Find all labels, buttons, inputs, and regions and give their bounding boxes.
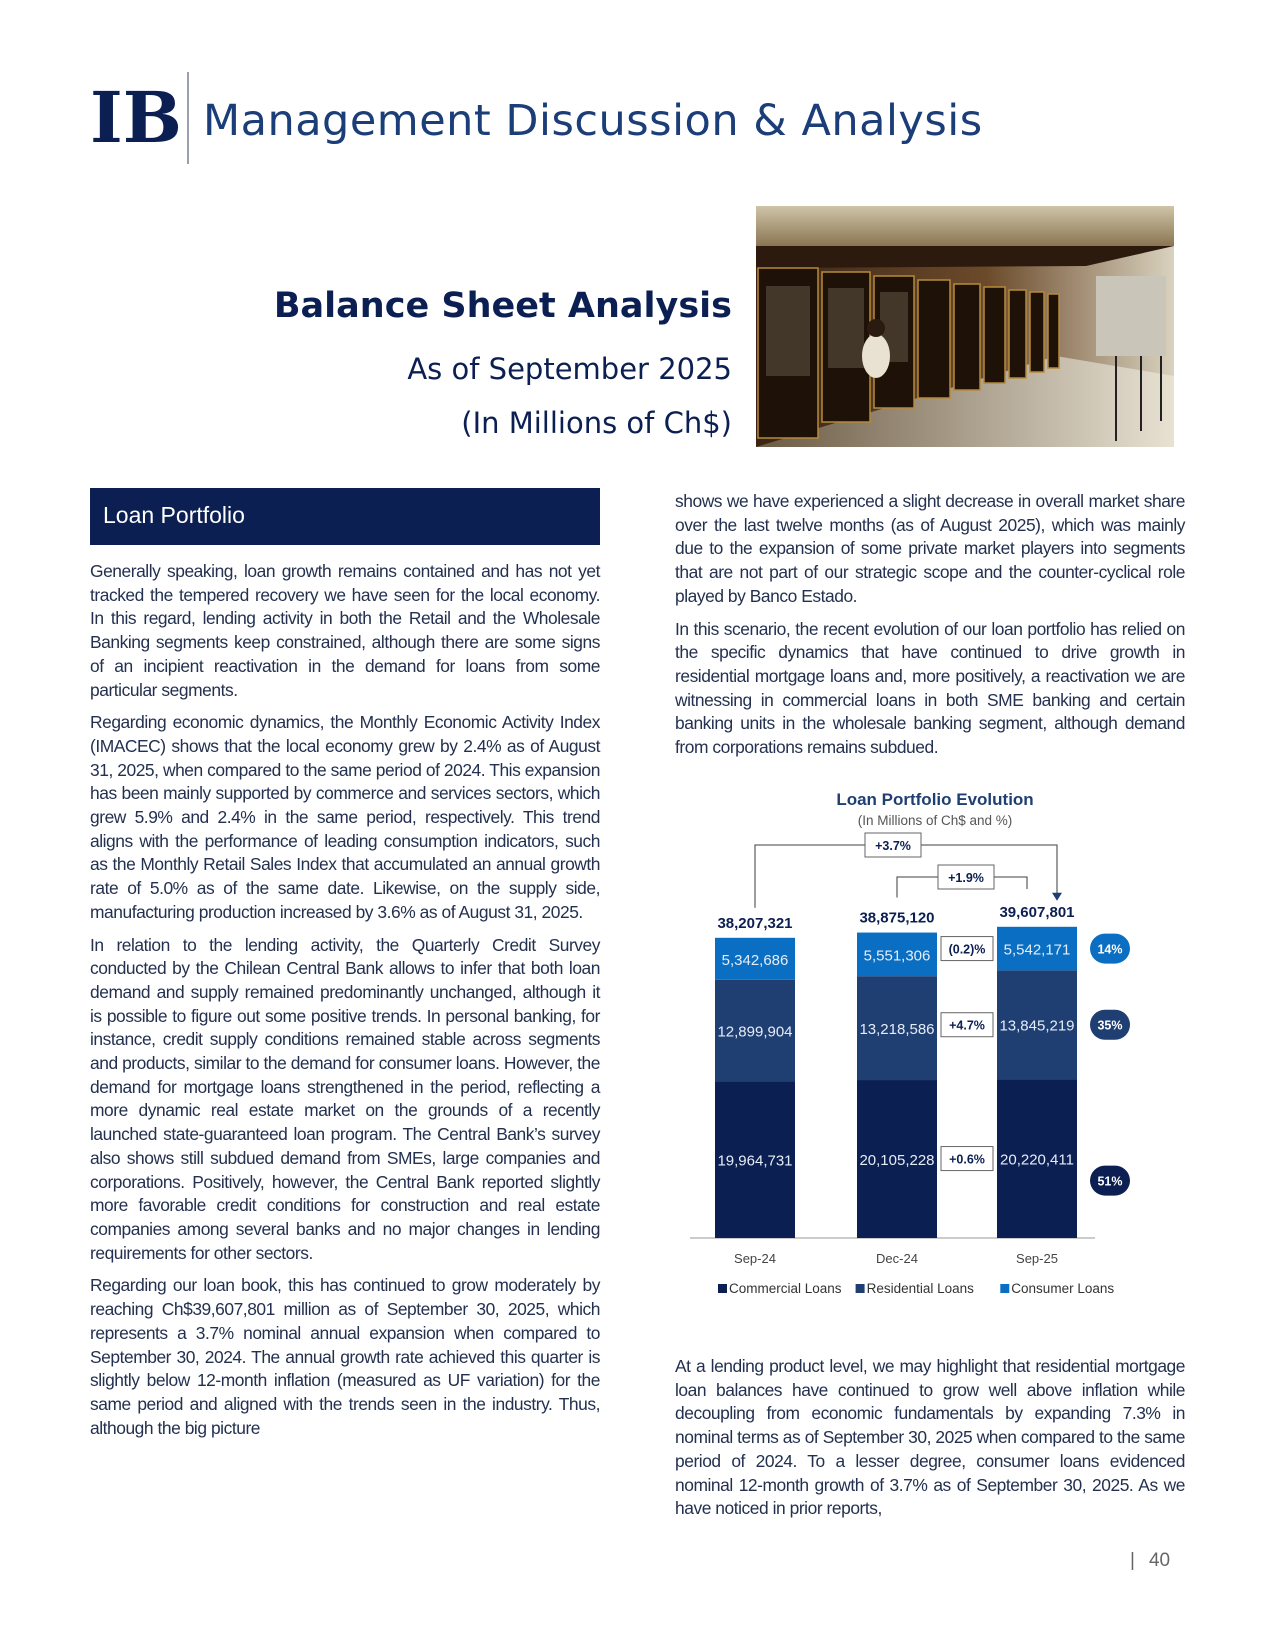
paragraph: shows we have experienced a slight decrease in overall market share over the last twelve months (as of August 2025), which was mainly due to the expansion of some private market players into segments that are not part of our strategic scope and the counter-cyclical role played by Banco Estado. — [675, 491, 1185, 606]
bar-total-label: 38,875,120 — [859, 909, 935, 927]
bar-value-label: 5,342,686 — [721, 951, 789, 969]
share-badge-label: 35% — [1097, 1018, 1123, 1033]
legend-label: Consumer Loans — [1011, 1281, 1115, 1296]
loan-portfolio-chart — [690, 785, 1180, 1305]
paragraph: At a lending product level, we may highlight that residential mortgage loan balances have continued to grow well above inflation while decoupling from economic fundamentals by expanding 7.3% in nominal terms as of September 30, 2025 when compared to the same period of 2024. To a lesser degree, consumer loans evidenced nominal 12-month growth of 3.7% as of September 30, 2025. As we have noticed in prior reports, — [675, 1356, 1185, 1519]
bar-value-label: 20,105,228 — [859, 1152, 935, 1170]
bar-total-label: 38,207,321 — [717, 914, 793, 932]
left-column-text — [90, 560, 600, 1449]
segment-change-label: +0.6% — [949, 1152, 985, 1167]
paragraph: Regarding our loan book, this has continued to grow moderately by reaching Ch$39,607,801 million as of September 30, 2025, which represents a 3.7% nominal annual expansion when compared to September 30, 2024. The annual growth rate achieved this quarter is slightly below 12-month inflation (measured as UF variation) for the same period and aligned with the trends seen in the industry. Thus, although the big picture — [90, 1275, 600, 1438]
right-column-text-top — [675, 490, 1185, 769]
chart-subtitle: (In Millions of Ch$ and %) — [857, 813, 1013, 828]
legend-label: Commercial Loans — [729, 1281, 842, 1296]
bar-value-label: 19,964,731 — [717, 1152, 793, 1170]
right-column-text-bottom — [675, 1355, 1185, 1530]
section-date: As of September 2025 — [407, 352, 732, 386]
paragraph: Generally speaking, loan growth remains contained and has not yet tracked the tempered recovery we have seen for the local economy. In this regard, lending activity in both the Retail and the Wholesale Banking segments keep constrained, although there are some signs of an incipient reactivation in the demand for loans from some particular segments. — [90, 561, 600, 700]
legend-swatch — [856, 1284, 865, 1293]
bar-value-label: 20,220,411 — [1000, 1151, 1074, 1169]
annual-growth-arrowhead — [1052, 893, 1062, 901]
page-number-separator: | — [1130, 1550, 1135, 1571]
paragraph: In this scenario, the recent evolution of our loan portfolio has relied on the specific dynamics that have continued to drive growth in residential mortgage loans and, more positively, a reactivation we are witnessing in commercial loans in both SME banking and certain banking units in the wholesale banking segment, although demand from corporations remains subdued. — [675, 618, 1185, 758]
annual-growth-label: +3.7% — [875, 839, 911, 853]
segment-change-label: +4.7% — [949, 1018, 985, 1033]
bar-total-label: 39,607,801 — [999, 903, 1075, 921]
bar-value-label: 5,551,306 — [863, 947, 931, 965]
bar-value-label: 12,899,904 — [717, 1023, 793, 1041]
chart-title: Loan Portfolio Evolution — [836, 790, 1034, 809]
segment-change-label: (0.2)% — [948, 942, 986, 957]
legend-swatch — [718, 1284, 727, 1293]
share-badge-label: 14% — [1097, 942, 1123, 957]
bar-value-label: 13,845,219 — [999, 1017, 1075, 1035]
section-title: Balance Sheet Analysis — [273, 286, 732, 326]
legend-label: Residential Loans — [866, 1281, 974, 1296]
page-number-value: 40 — [1148, 1550, 1171, 1571]
x-tick-label: Sep-25 — [1016, 1251, 1058, 1266]
page-header-title: Management Discussion & Analysis — [203, 96, 983, 146]
legend-swatch — [1000, 1284, 1009, 1293]
paragraph: In relation to the lending activity, the Quarterly Credit Survey conducted by the Chilean Central Bank allows to infer that both loan demand and supply remained predominantly unchanged, although it is possible to figure out some positive trends. In personal banking, for instance, credit supply conditions remained stable across segments and products, similar to the demand for consumer loans. However, the demand for mortgage loans strengthened in the period, reflecting a more dynamic real estate market on the grounds of a recently launched state-guaranteed loan program. The Central Bank’s survey also shows still subdued demand from SMEs, large companies and corporations. Positively, however, the Central Bank reported slightly more favorable credit conditions for construction and real estate companies among several banks and no major changes in lending requirements for other sectors. — [90, 934, 600, 1263]
x-tick-label: Sep-24 — [734, 1251, 776, 1266]
quarter-growth-label: +1.9% — [948, 871, 984, 885]
loan-portfolio-heading — [90, 488, 600, 545]
bank-logo — [90, 76, 182, 159]
x-tick-label: Dec-24 — [876, 1251, 918, 1266]
bar-value-label: 13,218,586 — [859, 1021, 935, 1039]
share-badge-label: 51% — [1097, 1174, 1123, 1189]
section-units: (In Millions of Ch$) — [461, 406, 732, 440]
bank-hall-photo — [756, 206, 1174, 447]
page-number — [1130, 1550, 1170, 1572]
header-divider — [187, 72, 189, 164]
paragraph: Regarding economic dynamics, the Monthly Economic Activity Index (IMACEC) shows that the local economy grew by 2.4% as of August 31, 2025, when compared to the same period of 2024. This expansion has been mainly supported by commerce and services sectors, which grew 5.9% and 2.4% in the same period, respectively. This trend aligns with the performance of leading consumption indicators, such as the Monthly Retail Sales Index that accumulated an annual growth rate of 5.0% as of the same date. Likewise, on the supply side, manufacturing production increased by 3.6% as of August 31, 2025. — [90, 712, 600, 922]
loan-portfolio-heading-text: Loan Portfolio — [103, 502, 245, 528]
bar-value-label: 5,542,171 — [1003, 941, 1071, 959]
logo-letters: IB — [90, 76, 182, 159]
